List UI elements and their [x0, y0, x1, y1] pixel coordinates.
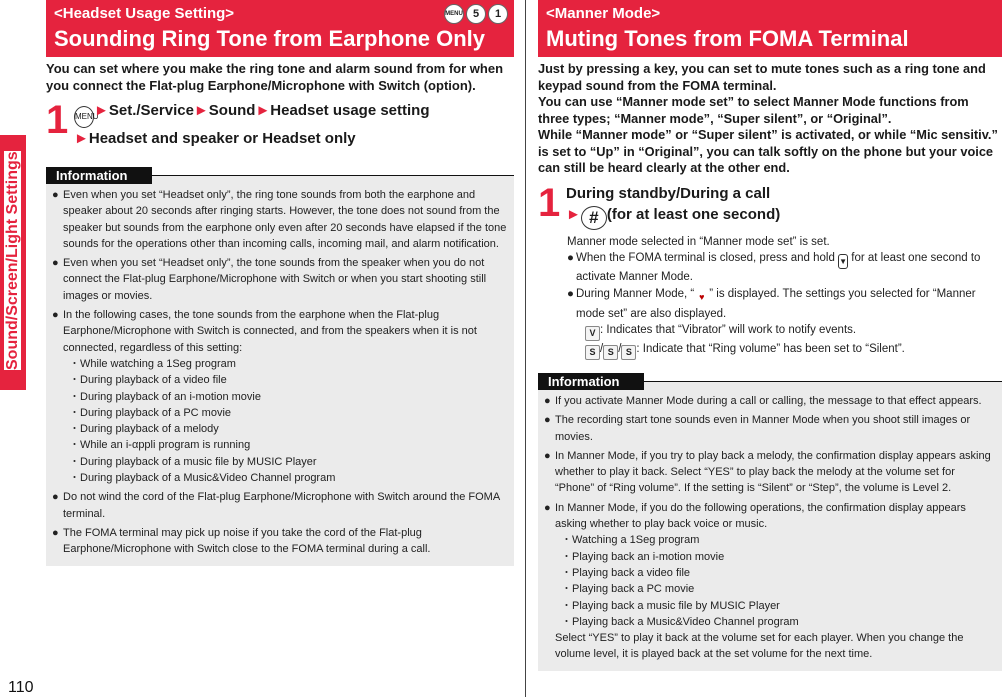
step-line2: (for at least one second)	[606, 205, 781, 223]
bullet-icon: ●	[52, 189, 59, 201]
bullet-icon: ●	[544, 449, 551, 462]
bullet-icon: ●	[544, 501, 551, 514]
step-part: Sound	[208, 102, 256, 119]
right-step-details	[567, 234, 1002, 361]
manner-mode-icon: ♥	[699, 291, 705, 302]
left-step-number: 1	[46, 98, 69, 142]
sub-item: ・Playing back a PC movie	[561, 583, 695, 596]
left-title: Sounding Ring Tone from Earphone Only	[54, 26, 486, 51]
left-step	[46, 100, 514, 149]
info-item: ● Do not wind the cord of the Flat-plug Earphone/Microphone with Switch around the FOMA terminal.	[52, 491, 500, 520]
sub-item: ・Playing back a Music&Video Channel program	[561, 615, 799, 628]
silent-note: S / S / S : Indicate that “Ring volume” has been set to “Silent”.	[567, 341, 1002, 360]
silent-volume-icon-3: S	[621, 345, 636, 360]
step-line1: During standby/During a call	[566, 184, 771, 202]
right-column	[538, 0, 1002, 671]
bullet-icon: ●	[52, 257, 59, 270]
bullet-icon: ●	[52, 309, 59, 322]
sub-item: ・During playback of a melody	[69, 423, 219, 436]
right-info-box	[538, 374, 1002, 671]
left-info-box	[46, 168, 514, 566]
side-tab-label: Sound/Screen/Light Settings	[4, 151, 21, 370]
page-number: 110	[8, 679, 34, 696]
step-text: Manner mode selected in “Manner mode set” is set.	[567, 235, 830, 248]
sub-item: ・During playback of a Music&Video Channel program	[69, 472, 336, 485]
down-key-icon: ▼	[838, 254, 848, 269]
sub-item: ・Watching a 1Seg program	[561, 534, 700, 547]
arrow-icon: ►	[255, 102, 271, 119]
sub-item: ・While an i-αppli program is running	[69, 439, 251, 452]
sub-item: ・During playback of a video file	[69, 374, 227, 387]
bullet-icon: ●	[544, 414, 551, 427]
sub-item: ・During playback of a music file by MUSIC Player	[69, 455, 317, 468]
left-column	[46, 0, 514, 566]
info-label: Information	[538, 373, 644, 390]
info-item: ● The FOMA terminal may pick up noise if you take the cord of the Flat-plug Earphone/Microphone with Switch close to the FOMA terminal during a call.	[52, 526, 431, 556]
bullet-icon: ●	[52, 526, 59, 539]
shortcut-keys	[444, 4, 508, 24]
info-item: ● Even when you set “Headset only”, the ring tone sounds from both the earphone and speaker about 20 seconds after ringing starts. However, the tone does not sound from the speaker but sounds from the earphone only even after 20 seconds have elapsed if the tone sounds for the operations other than incoming calls, incoming mail, and alarm notification.	[52, 189, 507, 250]
info-item: ● If you activate Manner Mode during a call or calling, the message to that effect appears.	[544, 393, 996, 409]
right-step-body	[566, 183, 1002, 230]
key-5-icon: 5	[466, 4, 486, 24]
arrow-icon: ►	[566, 205, 581, 223]
info-label: Information	[46, 167, 152, 184]
sub-item: ・Playing back an i-motion movie	[561, 550, 725, 563]
left-step-body	[74, 100, 514, 149]
bullet-icon: ●	[567, 252, 574, 264]
info-item: ● In the following cases, the tone sounds from the earphone when the Flat-plug Earphone/Microphone with Switch is connected, and from the speakers when it is not connected, regardless of this setting: ・While watching a 1Seg program ・During playback of a video file ・During playback of an i-motion movie ・During playback of a PC movie ・During playback of a melody ・While an i-αppli program is running ・During playback of a music file by MUSIC Player ・During playback of a Music&Video Channel program	[52, 307, 508, 486]
sub-item: ・During playback of a PC movie	[69, 406, 232, 419]
info-rule	[644, 381, 1002, 382]
sub-item: ・Playing back a music file by MUSIC Player	[561, 599, 780, 612]
note: ● During Manner Mode, “ ♥ ” is displayed. The settings you selected for “Manner mode set” are also displayed.	[567, 287, 976, 320]
step-part: Headset usage setting	[270, 102, 430, 119]
sub-item: ・While watching a 1Seg program	[69, 357, 236, 370]
side-tab	[0, 0, 26, 697]
arrow-icon: ►	[74, 130, 89, 147]
info-item: ● The recording start tone sounds even in Manner Mode when you shoot still images or movies.	[544, 414, 971, 443]
right-title-box	[538, 0, 1002, 57]
right-step	[538, 180, 1002, 230]
left-intro: You can set where you make the ring tone and alarm sound from for when you connect the Flat-plug Earphone/Microphone with Switch (option).	[46, 61, 504, 93]
note: ● When the FOMA terminal is closed, press and hold ▼ for at least one second to activate Manner Mode.	[567, 252, 981, 283]
silent-volume-icon-2: S	[603, 345, 618, 360]
hash-key-icon: #	[581, 206, 607, 230]
column-divider	[525, 0, 526, 697]
vibrator-note: V : Indicates that “Vibrator” will work to notify events.	[567, 322, 1002, 341]
bullet-icon: ●	[544, 395, 551, 407]
sub-item: ・Playing back a video file	[561, 566, 691, 579]
vibrator-icon: V	[585, 326, 600, 341]
info-item: ● Even when you set “Headset only”, the tone sounds from the speaker when you do not connect the Flat-plug Earphone/Microphone with Switch or when you start shooting still images or movies.	[52, 257, 487, 302]
right-title: Muting Tones from FOMA Terminal	[546, 26, 909, 51]
info-tail: Select “YES” to play it back at the volume set for each player. When you change the volume level, it is played back at the set volume for the next time.	[555, 632, 964, 661]
menu-key-icon: MENU	[74, 106, 94, 128]
arrow-icon: ►	[193, 102, 209, 119]
step-part: Headset and speaker or Headset only	[88, 130, 356, 147]
bullet-icon: ●	[52, 491, 59, 504]
sub-item: ・During playback of an i-motion movie	[69, 390, 261, 403]
bullet-icon: ●	[567, 287, 574, 300]
left-title-box	[46, 0, 514, 57]
info-item: ● In Manner Mode, if you do the following operations, the confirmation display appears asking whether to play back voice or music. ・Watching a 1Seg program ・Playing back an i-motion movie ・Playing back a video file ・Playing back a PC movie ・Playing back a music file by MUSIC Player ・Playing back a Music&Video Channel program Select “YES” to play it back at the volume set for each player. When you change the volume level, it is played back at the set volume for the next time.	[544, 500, 996, 663]
step-part: Set./Service	[108, 102, 194, 119]
key-1-icon: 1	[488, 4, 508, 24]
info-rule	[152, 175, 514, 176]
silent-volume-icon: S	[585, 345, 600, 360]
right-category: <Manner Mode>	[546, 5, 661, 22]
right-intro: Just by pressing a key, you can set to mute tones such as a ring tone and keypad sound from the FOMA terminal. You can use “Manner mode set” to select Manner Mode functions from three types; “Manner mode”, “Super silent”, or “Original”. While “Manner mode” or “Super silent” is activated, or while “Mic sensitiv.” is set to “Up” in “Original”, you can talk softly on the phone but your voice can still be heard clearly at the other end.	[538, 61, 998, 175]
right-step-number: 1	[538, 180, 561, 225]
menu-key-icon: MENU	[444, 4, 464, 24]
left-category: <Headset Usage Setting>	[54, 5, 235, 22]
arrow-icon: ►	[94, 102, 109, 119]
info-item: ● In Manner Mode, if you try to play back a melody, the confirmation display appears asking whether to play it back. Select “YES” to play back the melody at the volume set for “Phone” of “Ring volume”. If the setting is “Silent” or “Step”, the volume is Level 2.	[544, 449, 991, 495]
